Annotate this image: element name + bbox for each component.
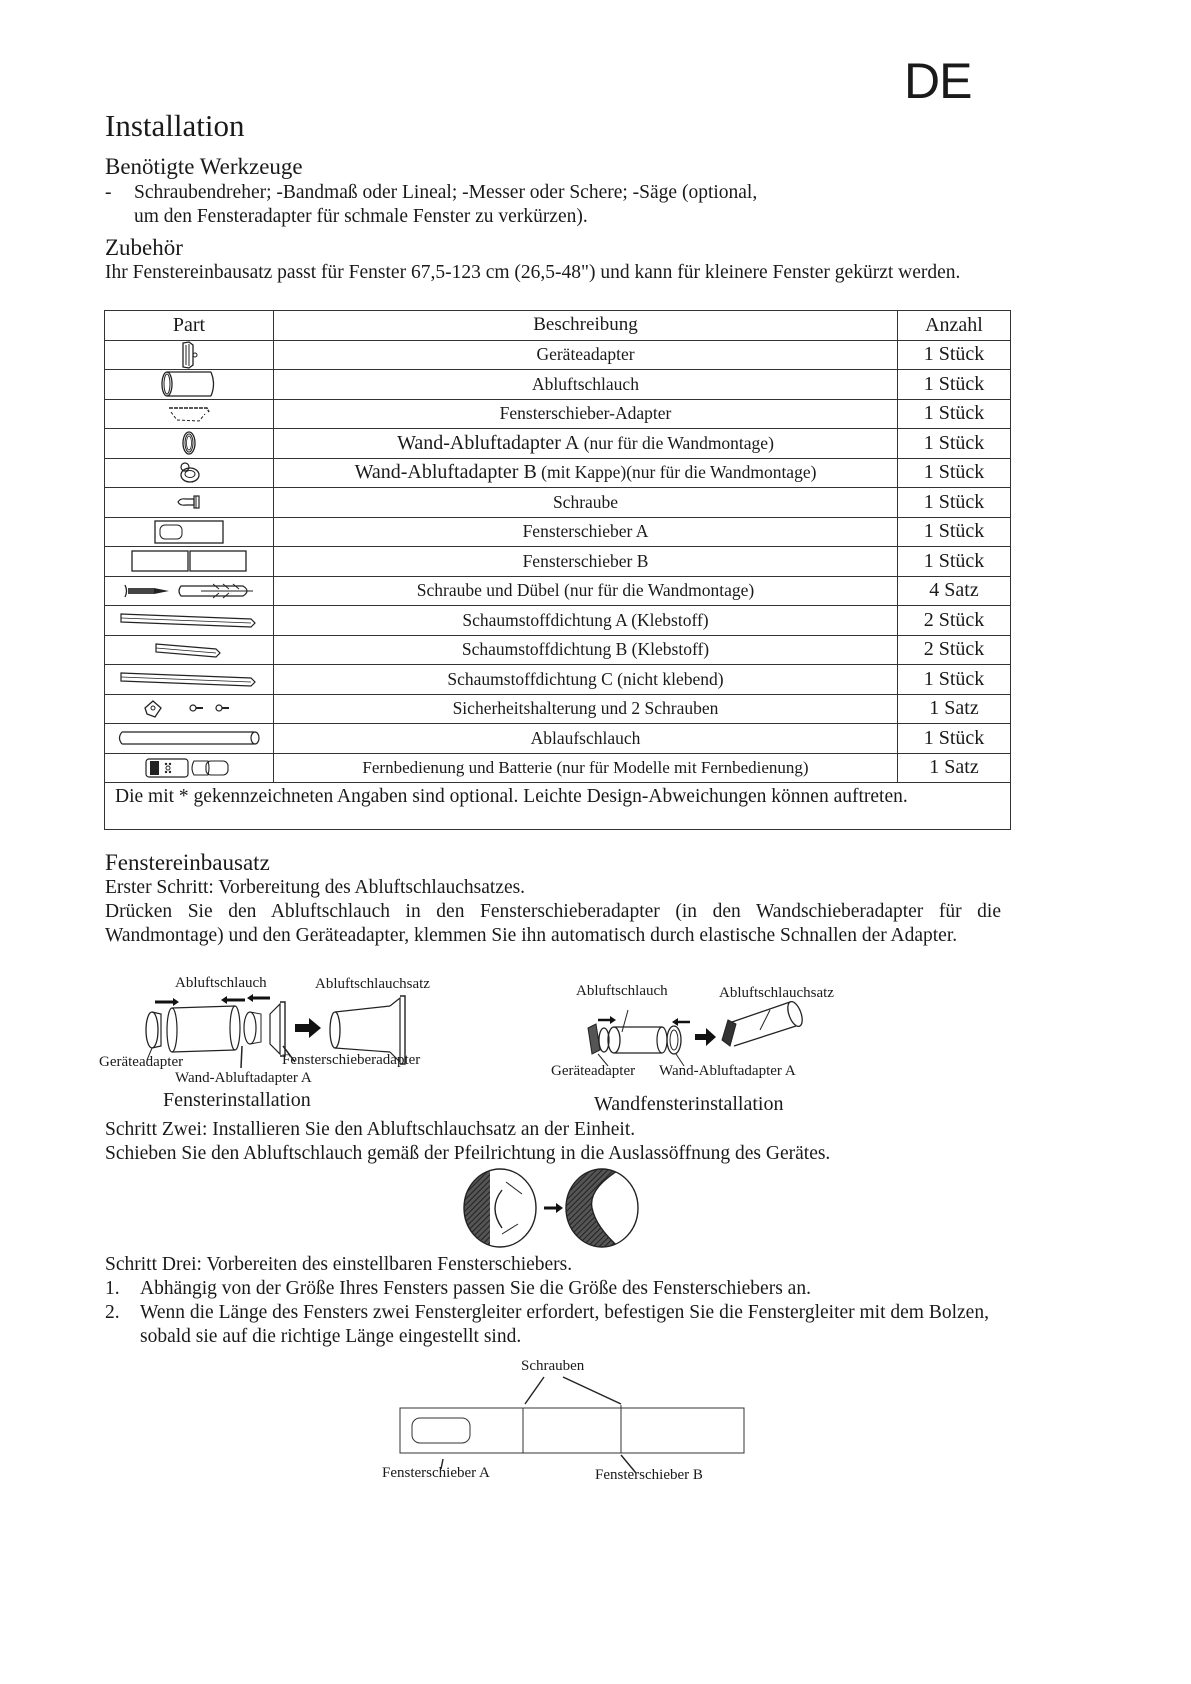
row-description: Geräteadapter — [274, 340, 898, 370]
label-wall-adapter-a: Wand-Abluftadapter A — [659, 1063, 796, 1079]
table-row — [105, 694, 1011, 724]
label-slider-b: Fensterschieber B — [595, 1467, 703, 1483]
label-exhaust-hose-set: Abluftschlauchsatz — [315, 976, 430, 992]
caption-window-installation: Fensterinstallation — [163, 1089, 311, 1111]
window-slider-b-icon — [105, 550, 273, 572]
step1-title: Erster Schritt: Vorbereitung des Abluftschlauchsatzes. — [105, 877, 526, 898]
tools-heading: Benötigte Werkzeuge — [105, 154, 303, 179]
hose-outlet-illustration — [462, 1168, 642, 1250]
screw-and-dowel-icon — [105, 581, 273, 601]
caption-wall-installation: Wandfensterinstallation — [594, 1093, 784, 1115]
row-quantity: 1 Stück — [898, 517, 1011, 547]
row-quantity: 1 Stück — [898, 488, 1011, 518]
table-row — [105, 370, 1011, 400]
row-description: Sicherheitshalterung und 2 Schrauben — [274, 694, 898, 724]
table-header-row — [105, 311, 1011, 341]
accessories-intro: Ihr Fenstereinbausatz passt für Fenster 67,5-123 cm (26,5-48") und kann für kleinere Fenster gekürzt werden. — [105, 262, 961, 283]
table-note: Die mit * gekennzeichneten Angaben sind optional. Leichte Design-Abweichungen können auftreten. — [105, 783, 1011, 830]
step1-text: Drücken Sie den Abluftschlauch in den Fensterschieberadapter (in den Wandschieberadapter für die Wandmontage) und den Geräteadapter, klemmen Sie ihn automatisch durch elastische Schnallen der Adapter. — [105, 901, 1001, 946]
table-row — [105, 458, 1011, 488]
table-note-row — [105, 783, 1011, 830]
row-quantity: 1 Satz — [898, 694, 1011, 724]
parts-table — [104, 310, 1011, 830]
row-quantity: 2 Stück — [898, 606, 1011, 636]
figure-window-installation — [95, 972, 555, 1122]
tools-line-2: um den Fensteradapter für schmale Fenster zu verkürzen). — [134, 206, 588, 227]
step3-list — [105, 1277, 1005, 1349]
table-row — [105, 753, 1011, 783]
row-description: Wand-Abluftadapter B — [354, 461, 537, 484]
row-description: Fensterschieber A — [274, 517, 898, 547]
step2-text: Schieben Sie den Abluftschlauch gemäß der Pfeilrichtung in die Auslassöffnung des Gerätes. — [105, 1143, 831, 1164]
row-description-suffix: (mit Kappe)(nur für die Wandmontage) — [536, 462, 817, 483]
row-quantity: 1 Stück — [898, 370, 1011, 400]
language-code: DE — [904, 53, 972, 109]
window-slider-adapter-icon — [105, 404, 273, 424]
foam-seal-b-icon — [105, 641, 273, 659]
row-quantity: 1 Stück — [898, 458, 1011, 488]
row-quantity: 4 Satz — [898, 576, 1011, 606]
page-title: Installation — [105, 108, 245, 143]
header-description: Beschreibung — [274, 311, 898, 341]
safety-bracket-icon — [105, 698, 273, 720]
row-quantity: 1 Stück — [898, 724, 1011, 754]
row-quantity: 1 Stück — [898, 429, 1011, 459]
foam-seal-c-icon — [105, 670, 273, 688]
device-adapter-icon — [105, 341, 273, 369]
drain-hose-icon — [105, 730, 273, 746]
tools-line-1: Schraubendreher; -Bandmaß oder Lineal; -Messer oder Schere; -Säge (optional, — [134, 182, 758, 203]
remote-and-battery-icon — [105, 757, 273, 779]
row-description: Abluftschlauch — [274, 370, 898, 400]
figure-wall-installation — [550, 980, 870, 1125]
wall-exhaust-adapter-b-icon — [105, 460, 273, 486]
row-description: Ablaufschlauch — [274, 724, 898, 754]
row-description: Schaumstoffdichtung C (nicht klebend) — [274, 665, 898, 695]
row-description: Schraube — [274, 488, 898, 518]
row-description: Schaumstoffdichtung B (Klebstoff) — [274, 635, 898, 665]
window-slider-a-icon — [105, 520, 273, 544]
label-screws: Schrauben — [521, 1358, 585, 1374]
screw-icon — [105, 494, 273, 510]
table-row — [105, 517, 1011, 547]
figure-window-sliders — [380, 1355, 760, 1490]
label-device-adapter: Geräteadapter — [551, 1063, 636, 1079]
row-quantity: 1 Satz — [898, 753, 1011, 783]
label-slider-a: Fensterschieber A — [382, 1465, 490, 1481]
exhaust-hose-assembly-illustration — [95, 972, 555, 1092]
label-exhaust-hose: Abluftschlauch — [576, 983, 668, 999]
row-description: Fernbedienung und Batterie (nur für Modelle mit Fernbedienung) — [274, 753, 898, 783]
foam-seal-a-icon — [105, 611, 273, 629]
table-row — [105, 576, 1011, 606]
tools-list — [105, 181, 758, 229]
table-row — [105, 724, 1011, 754]
label-slider-adapter: Fensterschieberadapter — [282, 1052, 421, 1068]
label-wall-adapter-a: Wand-Abluftadapter A — [175, 1070, 312, 1086]
exhaust-hose-icon — [105, 370, 273, 398]
step3-title: Schritt Drei: Vorbereiten des einstellbaren Fensterschiebers. — [105, 1254, 573, 1275]
row-description: Schraube und Dübel (nur für die Wandmontage) — [274, 576, 898, 606]
label-exhaust-hose: Abluftschlauch — [175, 975, 267, 991]
label-device-adapter: Geräteadapter — [99, 1054, 184, 1070]
row-quantity: 1 Stück — [898, 340, 1011, 370]
row-description: Fensterschieber-Adapter — [274, 399, 898, 429]
table-row — [105, 606, 1011, 636]
table-row — [105, 488, 1011, 518]
row-description: Wand-Abluftadapter A — [397, 431, 580, 454]
table-row — [105, 635, 1011, 665]
list-item: 2. Wenn die Länge des Fensters zwei Fenstergleiter erfordert, befestigen Sie die Fenstergleiter mit dem Bolzen, sobald sie auf die richtige Länge eingestellt sind. — [105, 1302, 989, 1347]
table-row — [105, 429, 1011, 459]
row-quantity: 2 Stück — [898, 635, 1011, 665]
label-exhaust-hose-set: Abluftschlauchsatz — [719, 985, 834, 1001]
row-description: Fensterschieber B — [274, 547, 898, 577]
header-part: Part — [105, 311, 274, 341]
table-row — [105, 399, 1011, 429]
table-row — [105, 547, 1011, 577]
window-kit-heading: Fenstereinbausatz — [105, 850, 270, 875]
accessories-heading: Zubehör — [105, 235, 183, 260]
row-quantity: 1 Stück — [898, 665, 1011, 695]
wall-exhaust-adapter-a-icon — [105, 430, 273, 456]
header-quantity: Anzahl — [898, 311, 1011, 341]
list-item: 1. Abhängig von der Größe Ihres Fensters passen Sie die Größe des Fensterschiebers an. — [105, 1278, 811, 1299]
bullet: - — [105, 182, 112, 203]
row-description-suffix: (nur für die Wandmontage) — [579, 432, 774, 453]
step2-title: Schritt Zwei: Installieren Sie den Abluftschlauchsatz an der Einheit. — [105, 1119, 636, 1140]
row-quantity: 1 Stück — [898, 399, 1011, 429]
row-quantity: 1 Stück — [898, 547, 1011, 577]
table-row — [105, 665, 1011, 695]
row-description: Schaumstoffdichtung A (Klebstoff) — [274, 606, 898, 636]
table-row — [105, 340, 1011, 370]
